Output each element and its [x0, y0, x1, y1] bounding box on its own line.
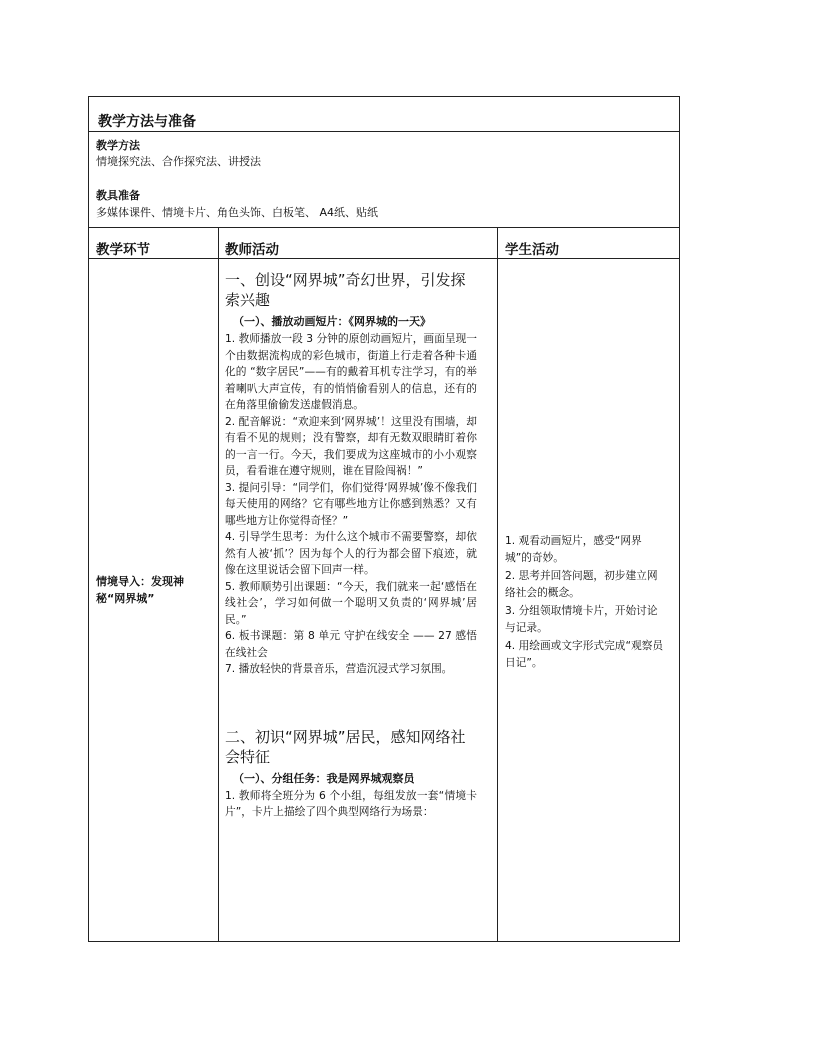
student-item: 3. 分组领取情境卡片，开始讨论与记录。	[505, 604, 658, 634]
header-stage: 教学环节	[96, 242, 150, 258]
teacher-item: 6. 板书课题：第 8 单元 守护在线安全 —— 27 感悟在线社会	[225, 629, 477, 659]
column-divider	[218, 227, 219, 941]
teacher-item: 3. 提问引导：“同学们，你们觉得‘网界城’像不像我们每天使用的网络？它有哪些地方让你感到熟悉？又有哪些地方让你觉得奇怪？”	[225, 480, 477, 527]
column-divider	[497, 227, 498, 941]
student-activities	[505, 532, 667, 672]
teacher-activities	[225, 270, 477, 821]
header-student: 学生活动	[505, 242, 559, 258]
stage-label: 情境导入：发现神秘“网界城”	[96, 575, 184, 605]
methods-heading: 教学方法	[96, 139, 140, 152]
lesson-plan-table	[88, 96, 680, 942]
methods-text: 情境探究法、合作探究法、讲授法	[96, 155, 261, 168]
teacher-item: 1. 教师将全班分为 6 个小组，每组发放一套“情境卡片”，卡片上描绘了四个典型网络行为场景：	[225, 788, 477, 818]
tools-heading: 教具准备	[96, 189, 140, 202]
divider	[89, 131, 679, 132]
section-title: 教学方法与准备	[98, 114, 196, 130]
part2-subtitle: （一）、分组任务：我是网界城观察员	[233, 771, 415, 785]
tools-text: 多媒体课件、情境卡片、角色头饰、白板笔、 A4纸、贴纸	[96, 206, 379, 219]
divider	[89, 227, 679, 228]
header-teacher: 教师活动	[225, 242, 279, 258]
spacer	[225, 678, 477, 727]
divider	[89, 258, 679, 259]
teacher-item: 1. 教师播放一段 3 分钟的原创动画短片，画面呈现一个由数据流构成的彩色城市，街道上行走着各种卡通化的 “数字居民”——有的戴着耳机专注学习，有的举着喇叭大声宣传，有的悄悄偷看别人的信息，还有的在角落里偷偷发送虚假消息。	[225, 332, 477, 411]
part1-subtitle: （一）、播放动画短片：《网界城的一天》	[233, 315, 431, 328]
student-item: 2. 思考并回答问题，初步建立网络社会的概念。	[505, 569, 658, 599]
part2-title: 二、初识“网界城”居民，感知网络社会特征	[225, 727, 466, 766]
teacher-item: 2. 配音解说：“欢迎来到‘网界城’！这里没有围墙，却有看不见的规则；没有警察，却有无数双眼睛盯着你的一言一行。今天，我们要成为这座城市的小小观察员，看看谁在遵守规则，谁在冒险闯祸！”	[225, 414, 477, 477]
teacher-item: 5. 教师顺势引出课题：“今天，我们就来一起‘感悟在线社会’，学习如何做一个聪明又负责的‘网界城’居民。”	[225, 579, 477, 626]
part1-title: 一、创设“网界城”奇幻世界，引发探索兴趣	[225, 271, 466, 309]
teacher-item: 4. 引导学生思考：为什么这个城市不需要警察，却依然有人被‘抓’？因为每个人的行为都会留下痕迹，就像在这里说话会留下回声一样。	[225, 530, 477, 576]
student-item: 4. 用绘画或文字形式完成“观察员日记”。	[505, 639, 664, 669]
teacher-item: 7. 播放轻快的背景音乐，营造沉浸式学习氛围。	[225, 662, 453, 675]
student-item: 1. 观看动画短片，感受“网界城”的奇妙。	[505, 534, 642, 564]
